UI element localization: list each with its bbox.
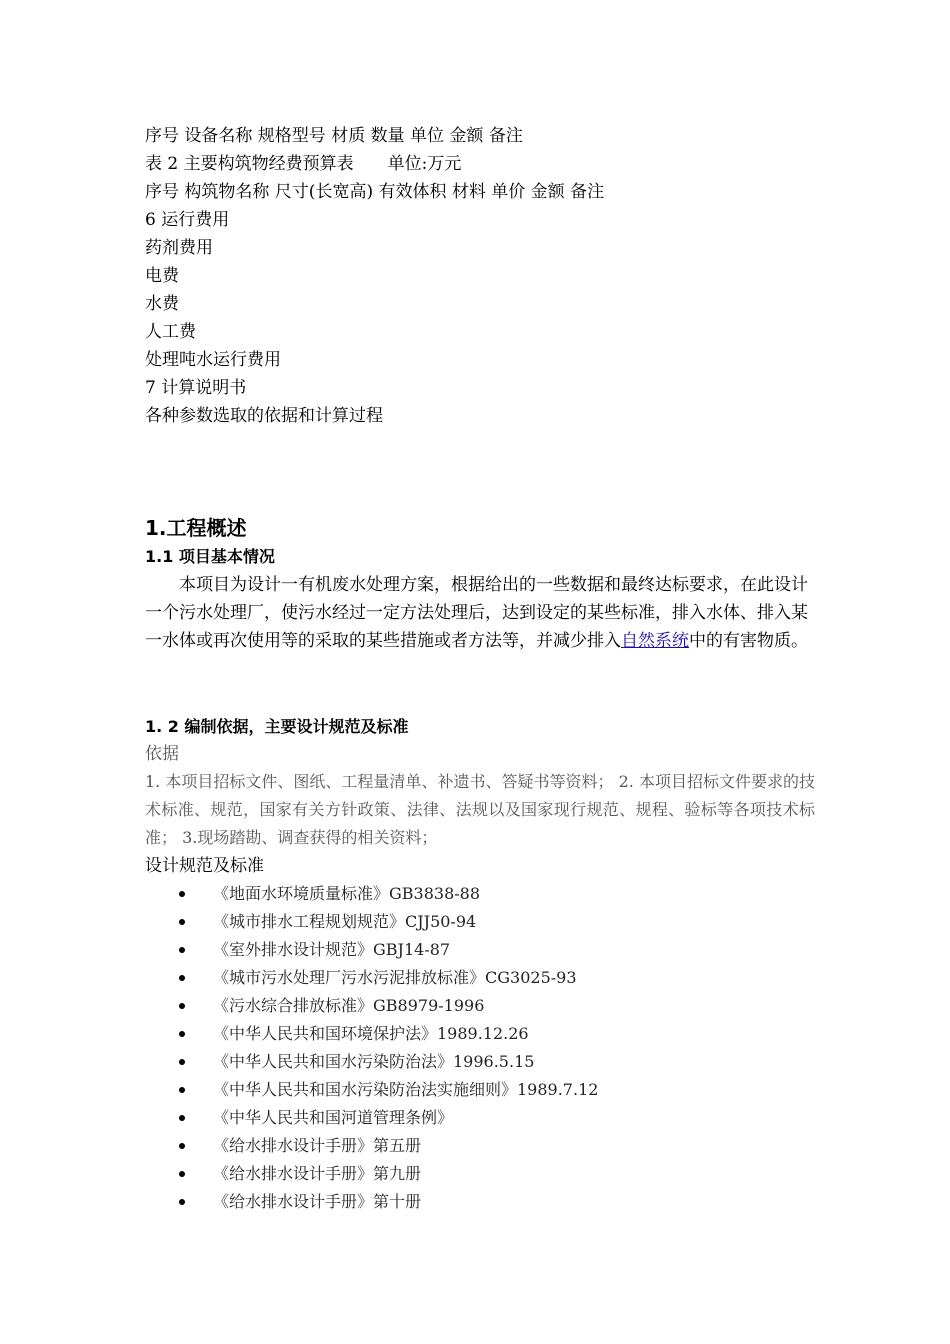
bullet-icon bbox=[179, 891, 185, 897]
list-item: 《给水排水设计手册》第五册 bbox=[145, 1132, 598, 1160]
water-cost: 水费 bbox=[145, 294, 179, 314]
basis-label: 依据 bbox=[145, 744, 179, 764]
bullet-icon bbox=[179, 1087, 185, 1093]
list-item: 《污水综合排放标准》GB8979-1996 bbox=[145, 992, 598, 1020]
project-overview-paragraph: 本项目为设计一有机废水处理方案，根据给出的一些数据和最终达标要求，在此设计一个污水处理厂，使污水经过一定方法处理后，达到设定的某些标准，排入水体、排入某一水体或再次使用等的采取的某些措施或者方法等，并减少排入自然系统中的有害物质。 bbox=[145, 575, 808, 651]
bullet-icon bbox=[179, 1031, 185, 1037]
structure-table-header: 序号 构筑物名称 尺寸(长宽高) 有效体积 材料 单价 金额 备注 bbox=[145, 182, 605, 202]
subsection-1-1-title: 1.1 项目基本情况 bbox=[145, 547, 275, 566]
subsection-1-2-title: 1. 2 编制依据，主要设计规范及标准 bbox=[145, 717, 409, 736]
table2-caption: 表 2 主要构筑物经费预算表 单位:万元 bbox=[145, 154, 462, 174]
section-title: 1.工程概述 bbox=[145, 516, 247, 540]
list-item: 《城市污水处理厂污水污泥排放标准》CG3025-93 bbox=[145, 964, 598, 992]
parameter-basis: 各种参数选取的依据和计算过程 bbox=[145, 406, 383, 426]
bullet-icon bbox=[179, 1171, 185, 1177]
list-item: 《给水排水设计手册》第九册 bbox=[145, 1160, 598, 1188]
bullet-icon bbox=[179, 947, 185, 953]
chemical-cost: 药剂费用 bbox=[145, 238, 213, 258]
bullet-icon bbox=[179, 1003, 185, 1009]
basis-text: 1. 本项目招标文件、图纸、工程量清单、补遗书、答疑书等资料； 2. 本项目招标文件要求的技术标准、规范，国家有关方针政策、法律、法规以及国家现行规范、规程、验标等各项技术标准； 3.现场踏勘、调查获得的相关资料； bbox=[145, 772, 815, 847]
list-item: 《室外排水设计规范》GBJ14-87 bbox=[145, 936, 598, 964]
list-item: 《给水排水设计手册》第十册 bbox=[145, 1188, 598, 1216]
list-item: 《中华人民共和国水污染防治法实施细则》1989.7.12 bbox=[145, 1076, 598, 1104]
calculation-heading: 7 计算说明书 bbox=[145, 378, 247, 398]
bullet-icon bbox=[179, 1059, 185, 1065]
equipment-table-header: 序号 设备名称 规格型号 材质 数量 单位 金额 备注 bbox=[145, 126, 523, 146]
bullet-icon bbox=[179, 1199, 185, 1205]
labor-cost: 人工费 bbox=[145, 322, 196, 342]
standards-label: 设计规范及标准 bbox=[145, 856, 264, 876]
operating-cost-heading: 6 运行费用 bbox=[145, 210, 230, 230]
standards-list bbox=[145, 880, 598, 1216]
list-item: 《中华人民共和国河道管理条例》 bbox=[145, 1104, 598, 1132]
electricity-cost: 电费 bbox=[145, 266, 179, 286]
bullet-icon bbox=[179, 1115, 185, 1121]
bullet-icon bbox=[179, 1143, 185, 1149]
list-item: 《地面水环境质量标准》GB3838-88 bbox=[145, 880, 598, 908]
list-item: 《城市排水工程规划规范》CJJ50-94 bbox=[145, 908, 598, 936]
bullet-icon bbox=[179, 975, 185, 981]
list-item: 《中华人民共和国水污染防治法》1996.5.15 bbox=[145, 1048, 598, 1076]
list-item: 《中华人民共和国环境保护法》1989.12.26 bbox=[145, 1020, 598, 1048]
natural-system-link[interactable]: 自然系统 bbox=[621, 631, 689, 651]
bullet-icon bbox=[179, 919, 185, 925]
per-ton-cost: 处理吨水运行费用 bbox=[145, 350, 281, 370]
